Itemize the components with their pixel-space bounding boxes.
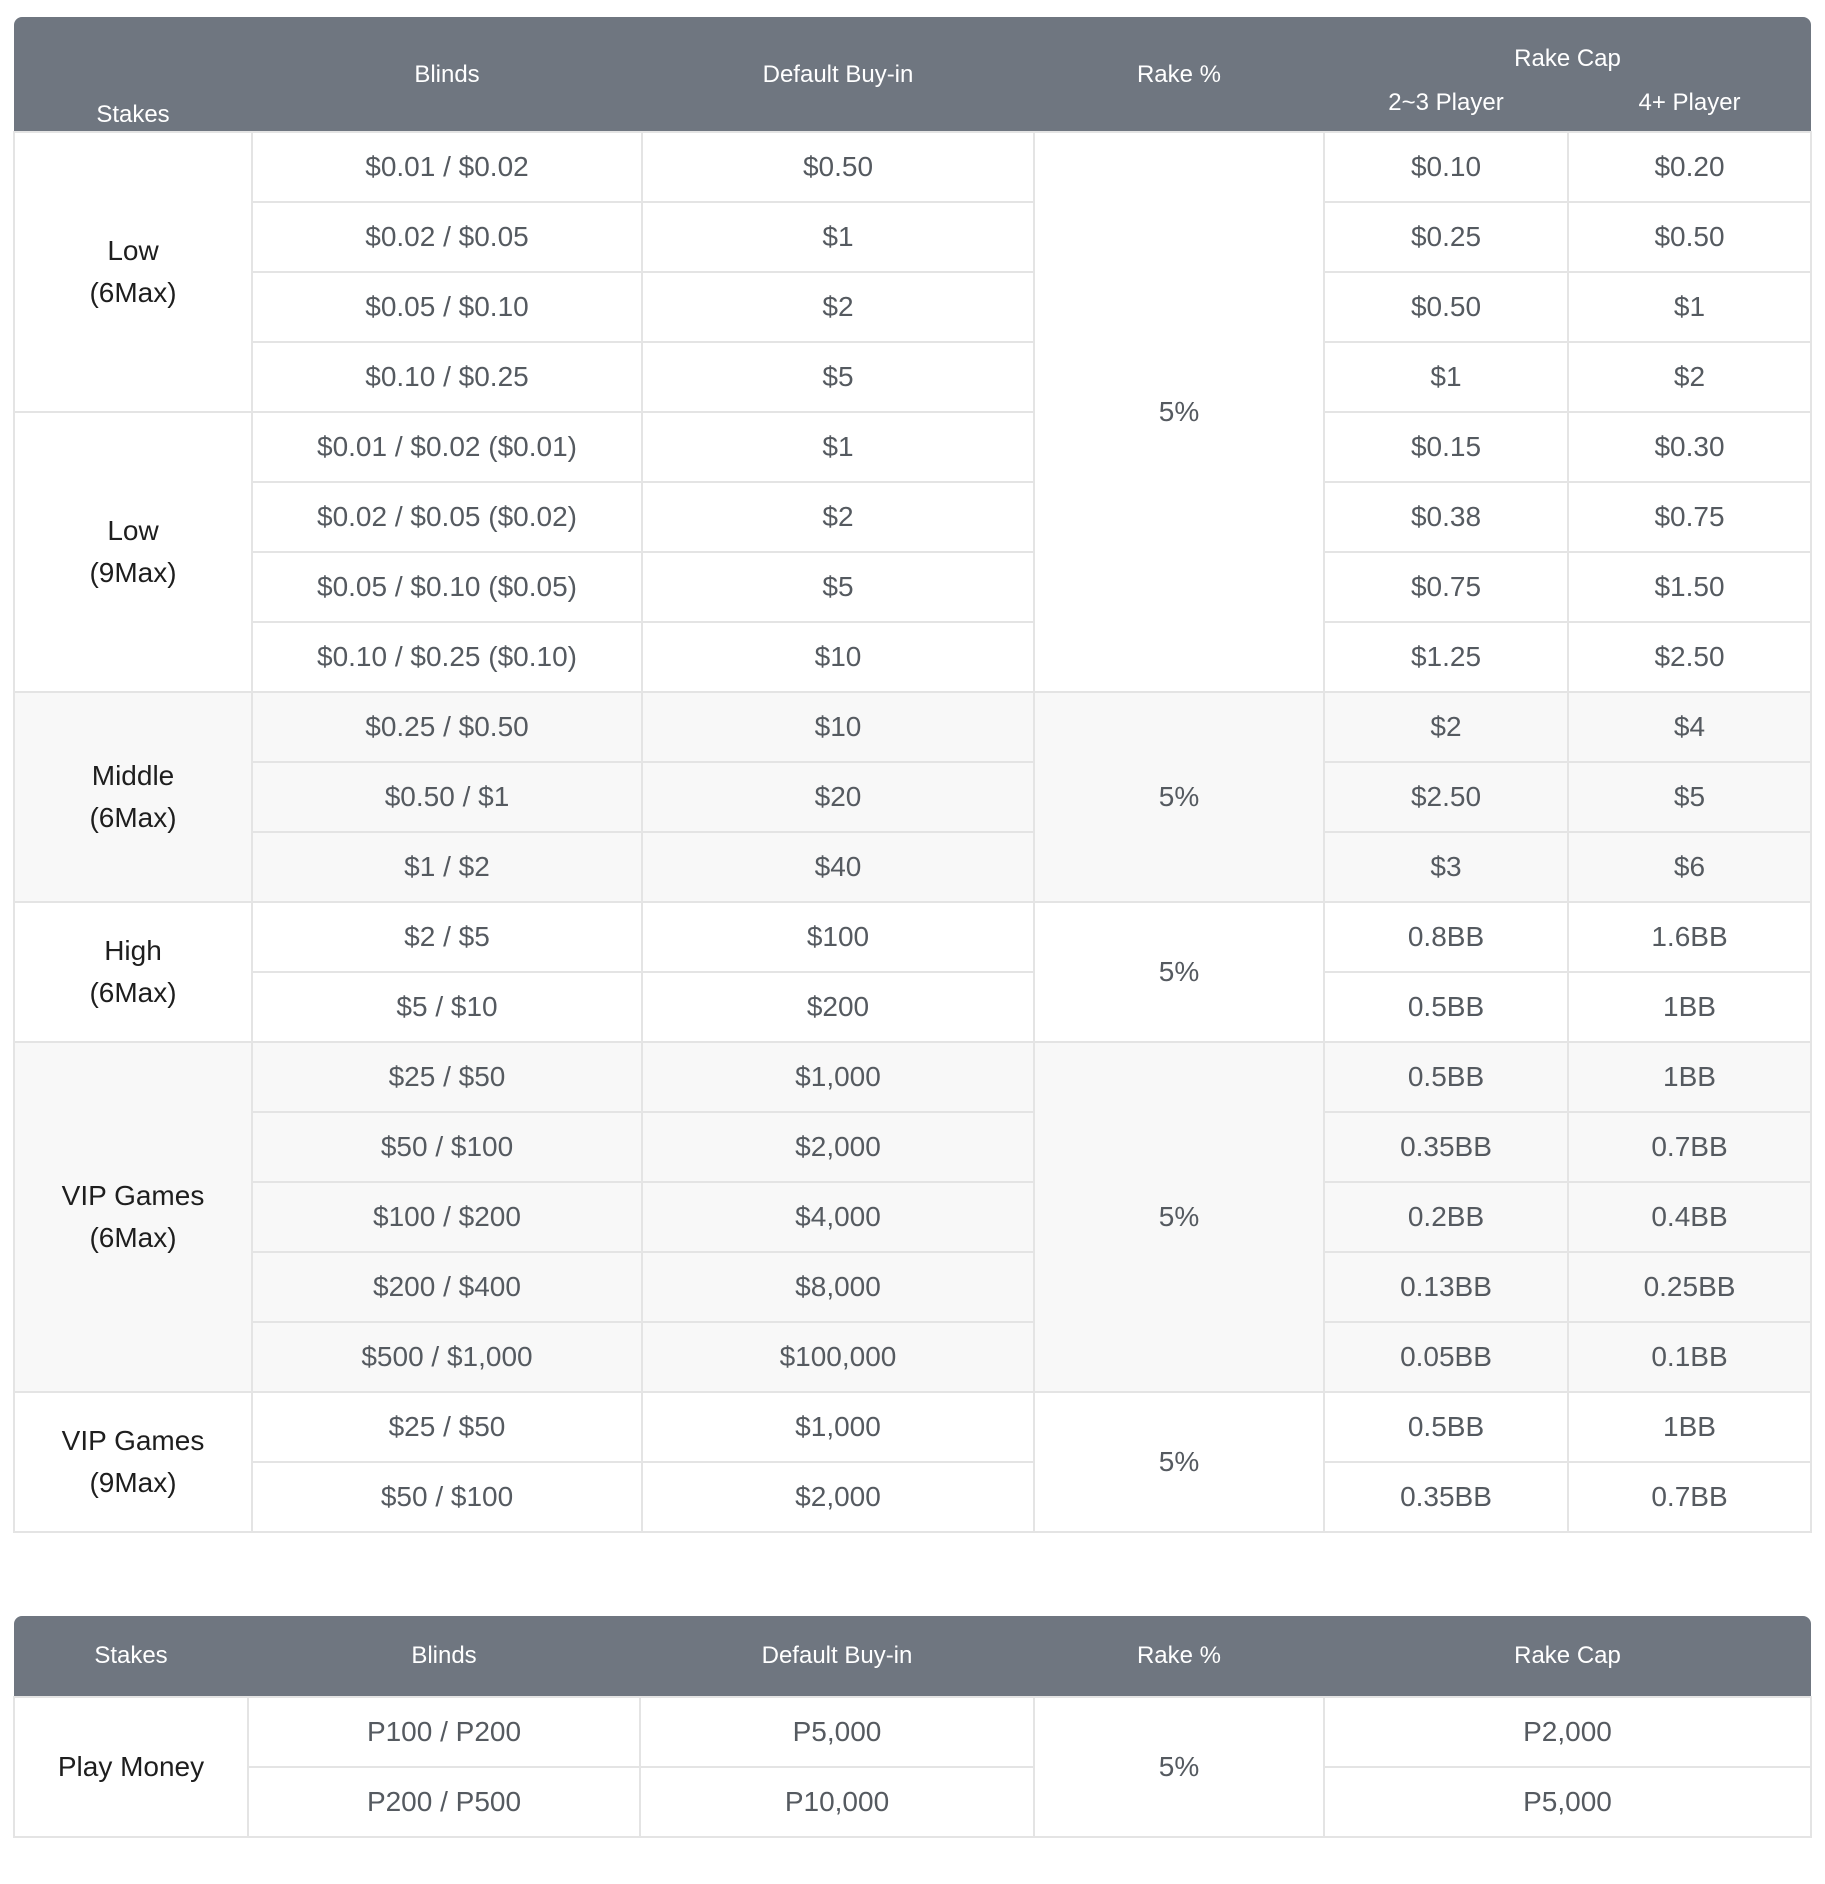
buyin-cell: $1 bbox=[642, 202, 1034, 272]
table-row bbox=[14, 972, 1811, 1042]
rake-percent-cell: 5% bbox=[1034, 1392, 1324, 1532]
stakes-label-line: (9Max) bbox=[89, 1467, 177, 1498]
table-row bbox=[14, 1697, 1811, 1767]
table-row bbox=[14, 1112, 1811, 1182]
rake-cap-4plus-cell: 0.25BB bbox=[1568, 1252, 1811, 1322]
stakes-label-line: VIP Games bbox=[61, 1180, 205, 1211]
buyin-cell: P10,000 bbox=[640, 1767, 1034, 1837]
blinds-cell: $2 / $5 bbox=[252, 902, 642, 972]
play-money-table-header bbox=[14, 1616, 1811, 1697]
rake-cap-2-3-cell: 0.2BB bbox=[1324, 1182, 1568, 1252]
rake-cap-2-3-cell: $0.38 bbox=[1324, 482, 1568, 552]
rake-cap-2-3-cell: $0.15 bbox=[1324, 412, 1568, 482]
buyin-cell: $1,000 bbox=[642, 1392, 1034, 1462]
rake-cap-2-3-cell: $0.75 bbox=[1324, 552, 1568, 622]
table-row bbox=[14, 202, 1811, 272]
rake-cap-4plus-cell: $0.30 bbox=[1568, 412, 1811, 482]
rake-cap-2-3-cell: $2 bbox=[1324, 692, 1568, 762]
table-row bbox=[14, 1322, 1811, 1392]
rake-cap-4plus-cell: 1BB bbox=[1568, 972, 1811, 1042]
rake-cap-4plus-cell: $0.20 bbox=[1568, 132, 1811, 202]
buyin-cell: $200 bbox=[642, 972, 1034, 1042]
rake-percent-cell: 5% bbox=[1034, 692, 1324, 902]
rake-cap-4plus-cell: $6 bbox=[1568, 832, 1811, 902]
rake-cap-4plus-cell: $2 bbox=[1568, 342, 1811, 412]
table-row bbox=[14, 1252, 1811, 1322]
stakes-label-line: (6Max) bbox=[89, 802, 177, 833]
buyin-cell: $100,000 bbox=[642, 1322, 1034, 1392]
rake-percent-cell: 5% bbox=[1034, 1042, 1324, 1392]
buyin-cell: $0.50 bbox=[642, 132, 1034, 202]
blinds-cell: $50 / $100 bbox=[252, 1462, 642, 1532]
stakes-label-line: Low bbox=[107, 515, 159, 546]
buyin-cell: $2 bbox=[642, 482, 1034, 552]
stakes-label bbox=[14, 1697, 248, 1837]
header-default-buyin: Default Buy-in bbox=[642, 17, 1034, 132]
table-row bbox=[14, 762, 1811, 832]
rake-cap-2-3-cell: 0.35BB bbox=[1324, 1462, 1568, 1532]
table-row bbox=[14, 1392, 1811, 1462]
rake-cap-4plus-cell: $1.50 bbox=[1568, 552, 1811, 622]
rake-cap-4plus-cell: 0.7BB bbox=[1568, 1462, 1811, 1532]
rake-cap-2-3-cell: $0.10 bbox=[1324, 132, 1568, 202]
rake-cap-4plus-cell: $2.50 bbox=[1568, 622, 1811, 692]
blinds-cell: $0.25 / $0.50 bbox=[252, 692, 642, 762]
rake-cap-2-3-cell: 0.13BB bbox=[1324, 1252, 1568, 1322]
rake-cap-4plus-cell: 1.6BB bbox=[1568, 902, 1811, 972]
rake-cap-2-3-cell: 0.8BB bbox=[1324, 902, 1568, 972]
buyin-cell: P5,000 bbox=[640, 1697, 1034, 1767]
rake-cap-4plus-cell: 0.7BB bbox=[1568, 1112, 1811, 1182]
buyin-cell: $10 bbox=[642, 692, 1034, 762]
buyin-cell: $20 bbox=[642, 762, 1034, 832]
stakes-label-line: (6Max) bbox=[89, 277, 177, 308]
blinds-cell: $0.02 / $0.05 ($0.02) bbox=[252, 482, 642, 552]
header-rake-percent: Rake % bbox=[1034, 17, 1324, 132]
table-row bbox=[14, 902, 1811, 972]
buyin-cell: $2,000 bbox=[642, 1462, 1034, 1532]
table-row bbox=[14, 482, 1811, 552]
play-money-table-body bbox=[14, 1697, 1811, 1837]
rake-cap-4plus-cell: $0.50 bbox=[1568, 202, 1811, 272]
blinds-cell: $200 / $400 bbox=[252, 1252, 642, 1322]
rake-cap-cell: P5,000 bbox=[1324, 1767, 1811, 1837]
table-row bbox=[14, 342, 1811, 412]
table-row bbox=[14, 1462, 1811, 1532]
buyin-cell: $8,000 bbox=[642, 1252, 1034, 1322]
blinds-cell: $0.10 / $0.25 bbox=[252, 342, 642, 412]
blinds-cell: $0.10 / $0.25 ($0.10) bbox=[252, 622, 642, 692]
stakes-label-line: (9Max) bbox=[89, 557, 177, 588]
stakes-label-line: (6Max) bbox=[89, 1222, 177, 1253]
table-row bbox=[14, 132, 1811, 202]
rake-cap-4plus-cell: 0.4BB bbox=[1568, 1182, 1811, 1252]
header-rake-percent: Rake % bbox=[1034, 1616, 1324, 1697]
rake-cap-2-3-cell: $0.50 bbox=[1324, 272, 1568, 342]
stakes-label bbox=[14, 692, 252, 902]
rake-cap-2-3-cell: $1 bbox=[1324, 342, 1568, 412]
buyin-cell: $5 bbox=[642, 342, 1034, 412]
stakes-label bbox=[14, 902, 252, 1042]
buyin-cell: $1 bbox=[642, 412, 1034, 482]
table-row bbox=[14, 692, 1811, 762]
table-row bbox=[14, 1042, 1811, 1112]
header-cap-4plus-player: 4+ Player bbox=[1568, 75, 1811, 132]
blinds-cell: P200 / P500 bbox=[248, 1767, 640, 1837]
blinds-cell: $5 / $10 bbox=[252, 972, 642, 1042]
header-stakes: Stakes bbox=[14, 1616, 248, 1697]
header-rake-cap: Rake Cap bbox=[1324, 1616, 1811, 1697]
blinds-cell: $0.50 / $1 bbox=[252, 762, 642, 832]
buyin-cell: $5 bbox=[642, 552, 1034, 622]
stakes-label-line: VIP Games bbox=[61, 1425, 205, 1456]
buyin-cell: $1,000 bbox=[642, 1042, 1034, 1112]
rake-percent-cell: 5% bbox=[1034, 902, 1324, 1042]
rake-cap-cell: P2,000 bbox=[1324, 1697, 1811, 1767]
play-money-table bbox=[13, 1616, 1812, 1838]
table-row bbox=[14, 412, 1811, 482]
table-row bbox=[14, 832, 1811, 902]
rake-cap-2-3-cell: 0.05BB bbox=[1324, 1322, 1568, 1392]
header-blinds: Blinds bbox=[252, 17, 642, 132]
stakes-label bbox=[14, 132, 252, 412]
rake-cap-4plus-cell: $1 bbox=[1568, 272, 1811, 342]
rake-cap-2-3-cell: $1.25 bbox=[1324, 622, 1568, 692]
blinds-cell: $25 / $50 bbox=[252, 1392, 642, 1462]
stakes-label-line: Low bbox=[107, 235, 159, 266]
blinds-cell: $0.05 / $0.10 bbox=[252, 272, 642, 342]
rake-cap-4plus-cell: $0.75 bbox=[1568, 482, 1811, 552]
blinds-cell: $0.01 / $0.02 ($0.01) bbox=[252, 412, 642, 482]
rake-cap-4plus-cell: 1BB bbox=[1568, 1392, 1811, 1462]
header-default-buyin: Default Buy-in bbox=[640, 1616, 1034, 1697]
rake-cap-4plus-cell: $4 bbox=[1568, 692, 1811, 762]
rake-cap-2-3-cell: 0.5BB bbox=[1324, 1392, 1568, 1462]
rake-cap-2-3-cell: $0.25 bbox=[1324, 202, 1568, 272]
stakes-label-line: High bbox=[104, 935, 162, 966]
rake-cap-4plus-cell: $5 bbox=[1568, 762, 1811, 832]
blinds-cell: $25 / $50 bbox=[252, 1042, 642, 1112]
rake-cap-2-3-cell: $2.50 bbox=[1324, 762, 1568, 832]
table-row bbox=[14, 1767, 1811, 1837]
rake-table-header bbox=[14, 17, 1811, 132]
buyin-cell: $10 bbox=[642, 622, 1034, 692]
rake-cap-2-3-cell: 0.5BB bbox=[1324, 1042, 1568, 1112]
rake-percent-cell: 5% bbox=[1034, 132, 1324, 692]
stakes-label bbox=[14, 1042, 252, 1392]
stakes-label-line: Middle bbox=[91, 760, 175, 791]
buyin-cell: $100 bbox=[642, 902, 1034, 972]
rake-cap-2-3-cell: 0.35BB bbox=[1324, 1112, 1568, 1182]
blinds-cell: $0.02 / $0.05 bbox=[252, 202, 642, 272]
header-blinds: Blinds bbox=[248, 1616, 640, 1697]
buyin-cell: $40 bbox=[642, 832, 1034, 902]
blinds-cell: $100 / $200 bbox=[252, 1182, 642, 1252]
rake-table-body bbox=[14, 132, 1811, 1532]
rake-percent-cell: 5% bbox=[1034, 1697, 1324, 1837]
rake-cap-2-3-cell: 0.5BB bbox=[1324, 972, 1568, 1042]
header-stakes: Stakes bbox=[14, 17, 252, 132]
blinds-cell: $500 / $1,000 bbox=[252, 1322, 642, 1392]
blinds-cell: $0.05 / $0.10 ($0.05) bbox=[252, 552, 642, 622]
header-rake-cap: Rake Cap bbox=[1324, 17, 1811, 75]
table-row bbox=[14, 272, 1811, 342]
rake-cap-4plus-cell: 1BB bbox=[1568, 1042, 1811, 1112]
stakes-label-line: Play Money bbox=[57, 1751, 205, 1782]
rake-table bbox=[13, 17, 1812, 1533]
table-row bbox=[14, 622, 1811, 692]
buyin-cell: $2,000 bbox=[642, 1112, 1034, 1182]
blinds-cell: $50 / $100 bbox=[252, 1112, 642, 1182]
blinds-cell: $1 / $2 bbox=[252, 832, 642, 902]
stakes-label-line: (6Max) bbox=[89, 977, 177, 1008]
blinds-cell: P100 / P200 bbox=[248, 1697, 640, 1767]
blinds-cell: $0.01 / $0.02 bbox=[252, 132, 642, 202]
stakes-label bbox=[14, 1392, 252, 1532]
table-row bbox=[14, 1182, 1811, 1252]
header-cap-2-3-player: 2~3 Player bbox=[1324, 75, 1568, 132]
buyin-cell: $4,000 bbox=[642, 1182, 1034, 1252]
rake-cap-4plus-cell: 0.1BB bbox=[1568, 1322, 1811, 1392]
buyin-cell: $2 bbox=[642, 272, 1034, 342]
rake-cap-2-3-cell: $3 bbox=[1324, 832, 1568, 902]
table-row bbox=[14, 552, 1811, 622]
stakes-label bbox=[14, 412, 252, 692]
